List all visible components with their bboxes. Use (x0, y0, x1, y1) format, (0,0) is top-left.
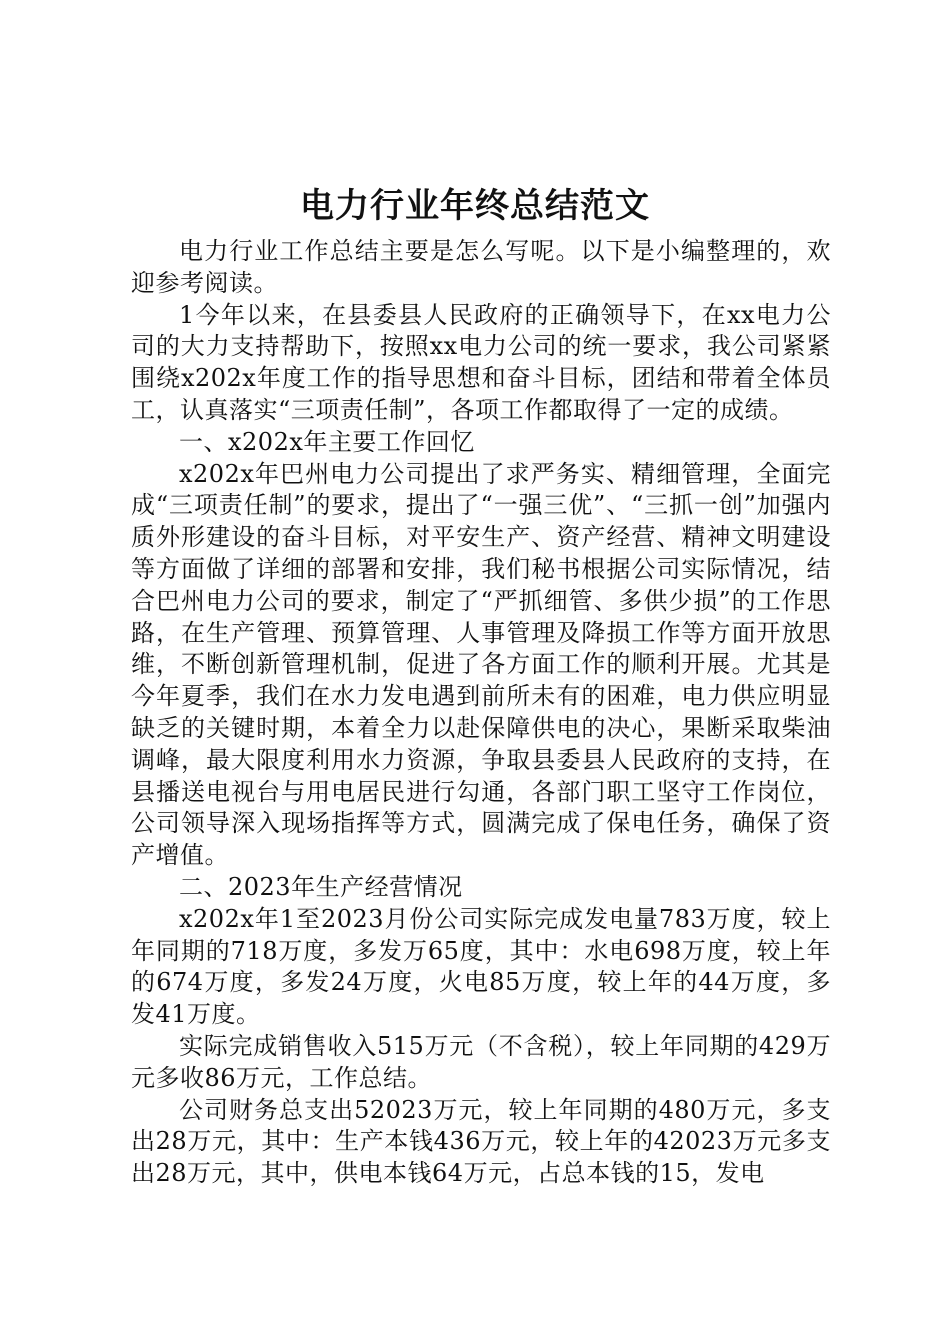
intro-paragraph: 电力行业工作总结主要是怎么写呢。以下是小编整理的，欢迎参考阅读。 (131, 237, 831, 297)
section-heading-work-review: 一、x202x年主要工作回忆 (179, 427, 475, 456)
generation-paragraph: x202x年1至2023月份公司实际完成发电量783万度，较上年同期的718万度，多发万65度，其中：水电698万度，较上年的674万度，多发24万度，火电85万度，较上年的44万度，多发41万度。 (131, 904, 831, 1029)
expenditure-paragraph: 公司财务总支出52023万元，较上年同期的480万元，多支出28万元，其中：生产本钱436万元，较上年的42023万元多支出28万元，其中，供电本钱64万元，占总本钱的15，发电 (131, 1095, 831, 1188)
section-heading-production: 二、2023年生产经营情况 (179, 872, 463, 901)
revenue-paragraph: 实际完成销售收入515万元（不含税），较上年同期的429万元多收86万元，工作总结。 (131, 1031, 831, 1092)
document-body (131, 236, 831, 1190)
opening-paragraph: 1今年以来，在县委县人民政府的正确领导下，在xx电力公司的大力支持帮助下，按照xx电力公司的统一要求，我公司紧紧围绕x202x年度工作的指导思想和奋斗目标，团结和带着全体员工，认真落实“三项责任制”，各项工作都取得了一定的成绩。 (131, 300, 831, 424)
document-title: 电力行业年终总结范文 (300, 186, 650, 226)
work-review-paragraph: x202x年巴州电力公司提出了求严务实、精细管理，全面完成“三项责任制”的要求，提出了“一强三优”、“三抓一创”加强内质外形建设的奋斗目标，对平安生产、资产经营、精神文明建设等方面做了详细的部署和安排，我们秘书根据公司实际情况，结合巴州电力公司的要求，制定了“严抓细管、多供少损”的工作思路，在生产管理、预算管理、人事管理及降损工作等方面开放思维，不断创新管理机制，促进了各方面工作的顺利开展。尤其是今年夏季，我们在水力发电遇到前所未有的困难，电力供应明显缺乏的关键时期，本着全力以赴保障供电的决心，果断采取柴油调峰，最大限度利用水力资源，争取县委县人民政府的支持，在县播送电视台与用电居民进行勾通，各部门职工坚守工作岗位，公司领导深入现场指挥等方式，圆满完成了保电任务，确保了资产增值。 (131, 459, 831, 870)
